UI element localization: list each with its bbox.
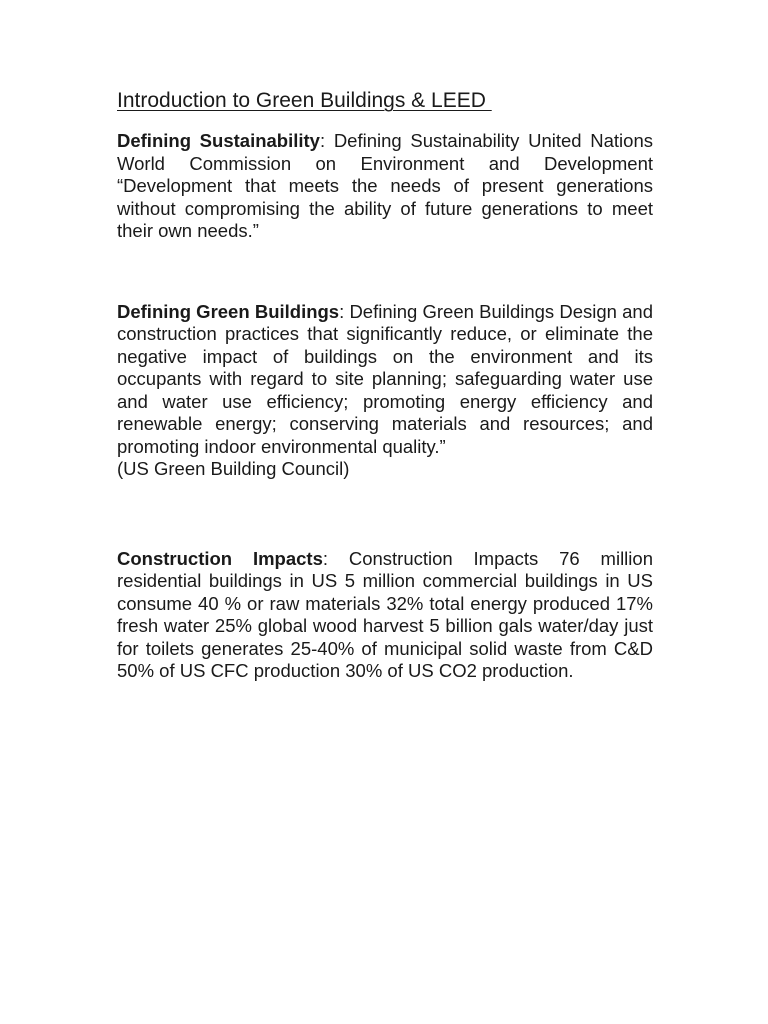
section-separator: : [322, 547, 349, 569]
page-title: Introduction to Green Buildings & LEED [117, 89, 492, 112]
section-sustainability [117, 130, 653, 243]
section-heading-sustainability: Defining Sustainability [117, 130, 320, 151]
section-heading-green-buildings: Defining Green Buildings [117, 300, 340, 322]
section-attribution: (US Green Building Council) [117, 458, 350, 479]
section-separator: : [339, 300, 350, 322]
section-body-construction-impacts: Construction Impacts 76 million residential buildings in US 5 million commercial buildings in US consume 40 % or raw materials 32% total energy produced 17% fresh water 25% global wood harvest 5 billion gals water/day just for toilets generates 25-40% of municipal solid waste from C&D 50% of US CFC production 30% of US CO2 production. [117, 547, 653, 681]
section-green-buildings [117, 301, 653, 459]
section-body-sustainability: Defining Sustainability United Nations World Commission on Environment and Development “Development that meets the needs of present generations without compromising the ability of future generations to meet their own needs.” [117, 130, 653, 241]
section-body-green-buildings: Defining Green Buildings Design and construction practices that significantly reduce, or eliminate the negative impact of buildings on the environment and its occupants with regard to site planning; safeguarding water use and water use efficiency; promoting energy efficiency and renewable energy; conserving materials and resources; and promoting indoor environmental quality.” [117, 300, 653, 457]
section-separator: : [319, 130, 334, 151]
section-construction-impacts [117, 548, 653, 683]
section-heading-construction-impacts: Construction Impacts [117, 547, 323, 569]
document-page [117, 86, 653, 683]
